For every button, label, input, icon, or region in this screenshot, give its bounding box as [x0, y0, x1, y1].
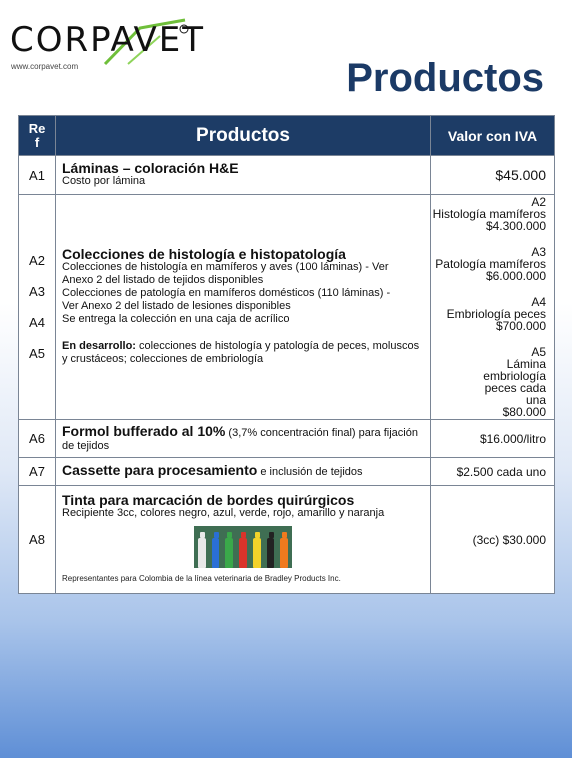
representative-note: Representantes para Colombia de la línea veterinaria de Bradley Products Inc.: [62, 574, 341, 583]
table-row: [19, 420, 555, 458]
row-description: [56, 195, 431, 420]
price-group: A4 Embriología peces $700.000: [446, 295, 546, 333]
table-row: [19, 156, 555, 195]
header-value: Valor con IVA: [431, 116, 555, 156]
product-title: Formol bufferado al 10%: [62, 422, 226, 439]
row-description: [56, 458, 431, 486]
row-price-list: [431, 195, 555, 420]
in-development: En desarrollo: colecciones de histología y patología de peces, moluscos y crustáceos; colecciones de embriología: [62, 340, 420, 365]
row-ref: A6: [19, 420, 56, 458]
table-row: [19, 195, 555, 420]
logo-url: www.corpavet.com: [11, 62, 79, 71]
product-title: Colecciones de histología e histopatología: [62, 246, 346, 262]
row-price: (3cc) $30.000: [431, 486, 555, 594]
product-line: Ver Anexo 2 del listado de lesiones disponibles: [62, 300, 291, 312]
row-description: [56, 156, 431, 195]
product-detail: (3,7% concentración final) para fijación de tejidos: [62, 426, 418, 452]
ref-a3: A3: [29, 284, 45, 299]
product-title: Láminas – coloración H&E: [62, 160, 239, 176]
products-table: [18, 115, 555, 594]
ink-bottle-icon: [225, 538, 233, 568]
row-ref: A1: [19, 156, 56, 195]
ink-bottle-icon: [239, 538, 247, 568]
product-title: Cassette para procesamiento: [62, 462, 258, 478]
product-line: Anexo 2 del listado de tejidos disponibles: [62, 274, 264, 286]
table-header-row: [19, 116, 555, 156]
header-ref: Ref: [19, 116, 56, 156]
ref-a5: A5: [29, 346, 45, 361]
header-products: Productos: [56, 116, 431, 156]
ink-bottle-icon: [267, 538, 275, 568]
price-group: A2 Histología mamíferos $4.300.000: [432, 195, 546, 233]
product-line: Se entrega la colección en una caja de acrílico: [62, 313, 290, 325]
ref-a4: A4: [29, 315, 45, 330]
product-line: Colecciones de histología en mamíferos y aves (100 láminas) - Ver: [62, 261, 389, 273]
product-detail: e inclusión de tejidos: [260, 466, 363, 478]
corpavet-logo: [10, 18, 206, 76]
row-description: [56, 420, 431, 458]
ink-bottle-icon: [198, 538, 206, 568]
product-title: Tinta para marcación de bordes quirúrgicos: [62, 492, 355, 508]
row-ref: A8: [19, 486, 56, 594]
table-row: [19, 458, 555, 486]
logo-wordmark: CORPAVET: [10, 20, 206, 60]
row-price: $2.500 cada uno: [431, 458, 555, 486]
row-refs: [19, 195, 56, 420]
ink-bottle-icon: [253, 538, 261, 568]
product-line: Colecciones de patología en mamíferos domésticos (110 láminas) -: [62, 287, 391, 299]
price-group: A3 Patología mamíferos $6.000.000: [435, 245, 546, 283]
product-detail: Costo por lámina: [62, 175, 146, 187]
page-title: Productos: [346, 56, 544, 100]
row-ref: A7: [19, 458, 56, 486]
price-group: A5 Lámina embriología peces cada una $80.000: [483, 345, 546, 419]
ref-a2: A2: [29, 253, 45, 268]
product-detail: Recipiente 3cc, colores negro, azul, verde, rojo, amarillo y naranja: [62, 507, 385, 519]
ink-bottle-icon: [212, 538, 220, 568]
row-description: [56, 486, 431, 594]
ink-bottle-icon: [280, 538, 288, 568]
row-price: $45.000: [431, 156, 555, 195]
row-price: $16.000/litro: [431, 420, 555, 458]
table-row: [19, 486, 555, 594]
ink-bottles-image: [194, 526, 292, 568]
